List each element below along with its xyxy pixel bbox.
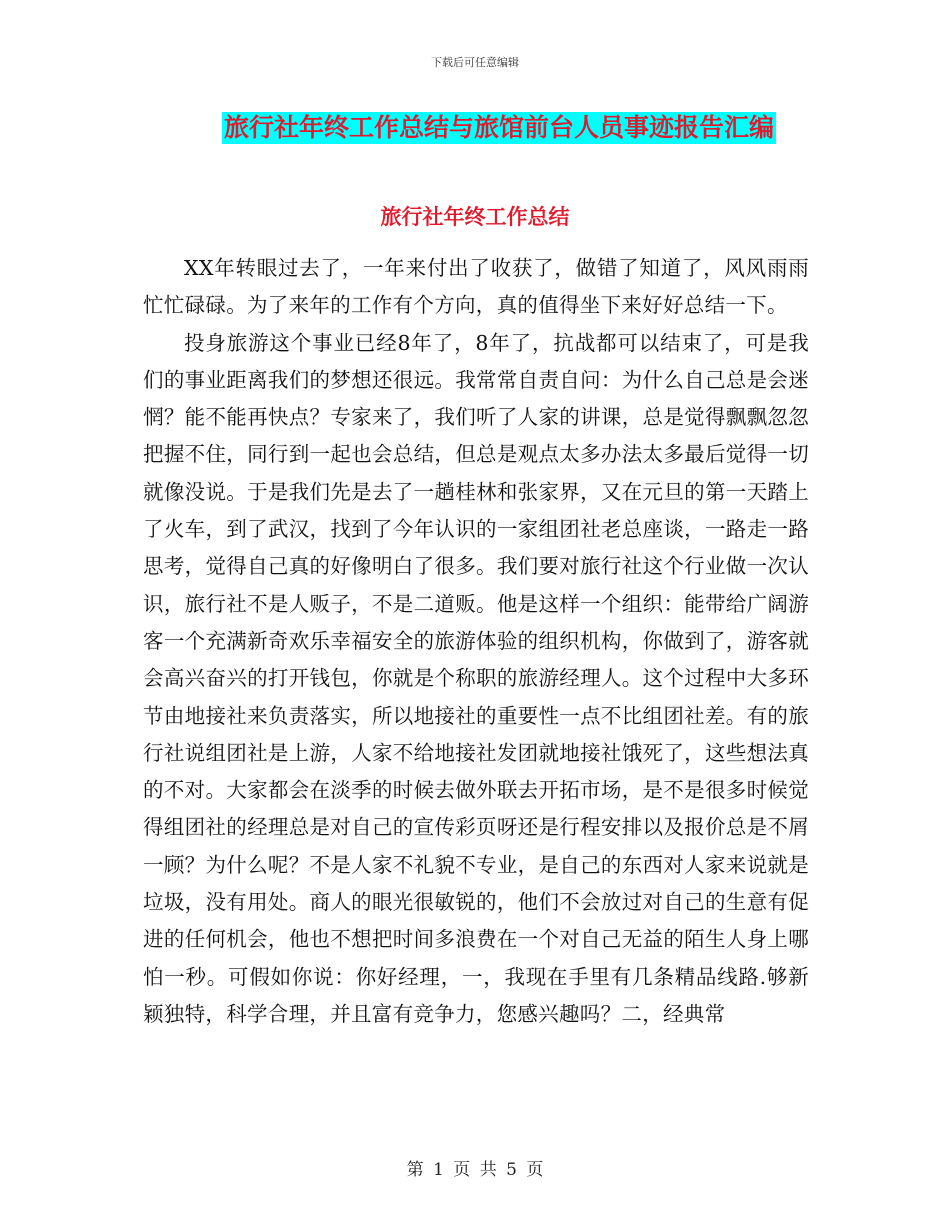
- main-title: 旅行社年终工作总结与旅馆前台人员事迹报告汇编: [223, 113, 774, 142]
- main-title-container: [0, 112, 950, 144]
- body-text: [143, 250, 809, 1033]
- header-note: 下载后可任意编辑: [431, 56, 519, 69]
- paragraph-1: XX年转眼过去了，一年来付出了收获了，做错了知道了，风风雨雨忙忙碌碌。为了来年的工作有个方向，真的值得坐下来好好总结一下。: [143, 256, 809, 318]
- paragraph-2: 投身旅游这个事业已经8年了，8年了，抗战都可以结束了，可是我们的事业距离我们的梦想还很远。我常常自责自问：为什么自己总是会迷惘？能不能再快点？专家来了，我们听了人家的讲课，总是觉得飘飘忽忽把握不住，同行到一起也会总结，但总是观点太多办法太多最后觉得一切就像没说。于是我们先是去了一趟桂林和张家界，又在元旦的第一天踏上了火车，到了武汉，找到了今年认识的一家组团社老总座谈，一路走一路思考，觉得自己真的好像明白了很多。我们要对旅行社这个行业做一次认识，旅行社不是人贩子，不是二道贩。他是这样一个组织：能带给广阔游客一个充满新奇欢乐幸福安全的旅游体验的组织机构，你做到了，游客就会高兴奋兴的打开钱包，你就是个称职的旅游经理人。这个过程中大多环节由地接社来负责落实，所以地接社的重要性一点不比组团社差。有的旅行社说组团社是上游，人家不给地接社发团就地接社饿死了，这些想法真的不对。大家都会在淡季的时候去做外联去开拓市场，是不是很多时候觉得组团社的经理总是对自己的宣传彩页呀还是行程安排以及报价总是不屑一顾？为什么呢？不是人家不礼貌不专业，是自己的东西对人家来说就是垃圾，没有用处。商人的眼光很敏锐的，他们不会放过对自己的生意有促进的任何机会，他也不想把时间多浪费在一个对自己无益的陌生人身上哪怕一秒。可假如你说：你好经理，一，我现在手里有几条精品线路.够新颖独特，科学合理，并且富有竞争力，您感兴趣吗？二，经典常: [143, 330, 809, 1026]
- page-number-footer: 第 1 页 共 5 页: [406, 1160, 544, 1180]
- section-title: 旅行社年终工作总结: [380, 205, 570, 229]
